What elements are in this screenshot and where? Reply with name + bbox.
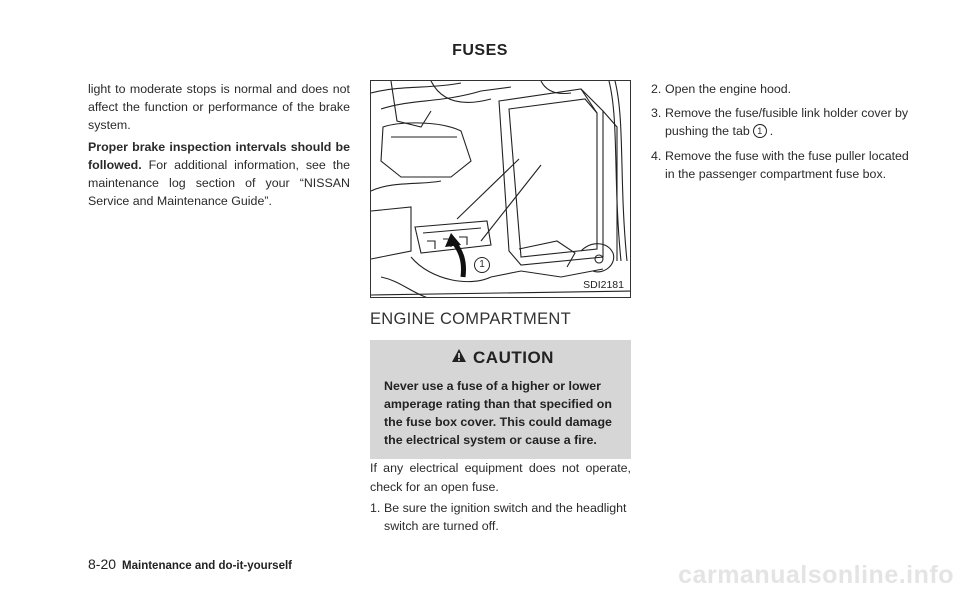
step-3-end: .: [769, 124, 774, 139]
section-title: FUSES: [452, 42, 508, 59]
step-3-number: 3.: [651, 106, 662, 121]
steps-list-2: [651, 80, 913, 183]
column-right: [651, 80, 913, 189]
intro-paragraph: If any electrical equipment does not operate, check for an open fuse.: [370, 461, 631, 494]
step-1-text: Be sure the ignition switch and the headlight switch are turned off.: [384, 500, 627, 534]
callout-number-1: 1: [474, 257, 490, 273]
watermark: carmanualsonline.info: [678, 561, 954, 589]
step-1: [370, 499, 631, 535]
page-footer: [88, 556, 292, 572]
step-2-text: Open the engine hood.: [665, 82, 792, 96]
step-1-number: 1.: [370, 500, 381, 515]
caution-header: [384, 348, 621, 367]
figure-label: SDI2181: [583, 278, 624, 291]
step-2-number: 2.: [651, 82, 662, 96]
step-4-number: 4.: [651, 148, 662, 163]
engine-compartment-heading: ENGINE COMPARTMENT: [370, 310, 571, 328]
inspection-text: For additional information, see the maintenance log section of your “NISSAN Service and Maintenance Guide”.: [88, 157, 350, 209]
column-left: [88, 80, 350, 213]
step-4-text: Remove the fuse with the fuse puller located in the passenger compartment fuse box.: [665, 148, 909, 181]
inspection-paragraph: [88, 138, 350, 211]
column-middle: [370, 80, 631, 541]
step-3: [651, 104, 913, 140]
tab-callout-1: 1: [753, 124, 767, 138]
step-3-text: Remove the fuse/fusible link holder cover by pushing the tab: [665, 106, 909, 139]
caution-title: CAUTION: [473, 347, 554, 367]
step-4: [651, 147, 913, 183]
footer-section-title: Maintenance and do-it-yourself: [122, 560, 292, 572]
inspection-bold-text: Proper brake inspection intervals should be followed.: [88, 139, 350, 172]
caution-text: Never use a fuse of a higher or lower amperage rating than that specified on the fuse box cover. This could damage the electrical system or cause a fire.: [384, 379, 612, 448]
engine-fuse-illustration: [370, 80, 631, 298]
page-number: 8-20: [88, 556, 117, 572]
caution-box: [370, 340, 631, 459]
warning-triangle-icon: [451, 348, 467, 367]
brake-paragraph: light to moderate stops is normal and does not affect the function or performance of the brake system.: [88, 82, 350, 133]
steps-list-1: [370, 499, 631, 535]
engine-line-drawing: [371, 81, 631, 298]
step-2: [651, 80, 913, 98]
